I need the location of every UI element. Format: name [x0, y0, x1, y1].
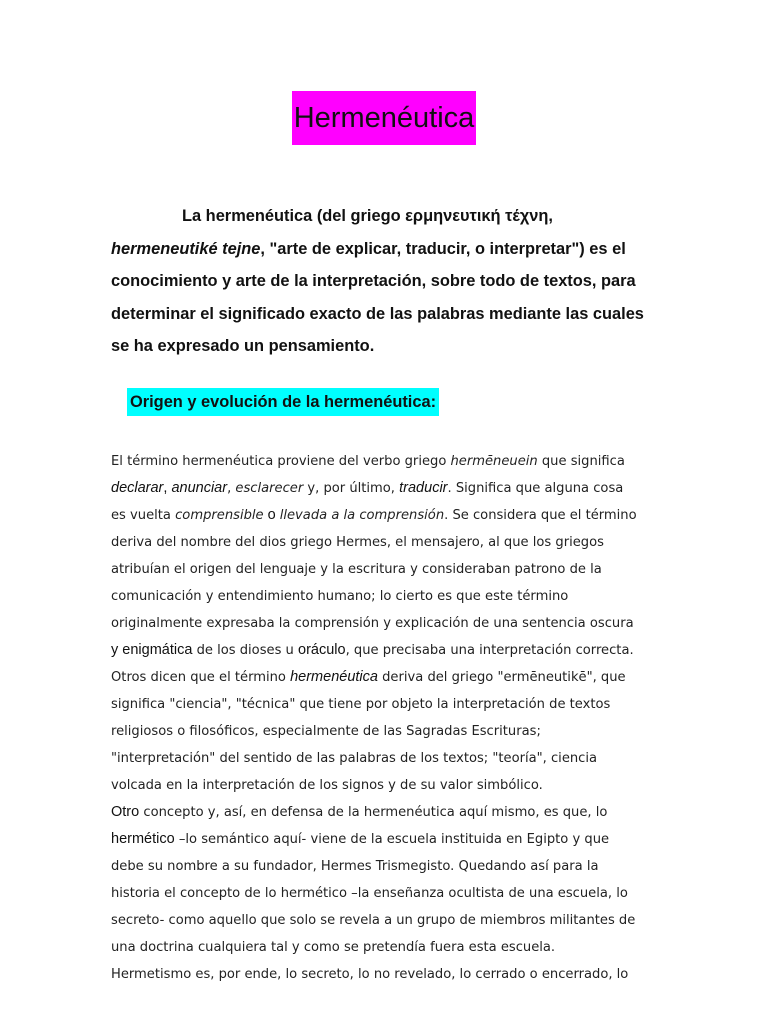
body-text: , que precisaba una interpretación correcta. [345, 643, 634, 658]
body-text: Otro [111, 804, 140, 820]
body-line [111, 826, 671, 853]
body-line: Hermetismo es, por ende, lo secreto, lo no revelado, lo cerrado o encerrado, lo [111, 967, 629, 982]
section-heading: Origen y evolución de la hermenéutica: [127, 388, 439, 416]
body-line: "interpretación" del sentido de las palabras de los textos; "teoría", ciencia [111, 751, 598, 766]
body-italic: declarar [111, 480, 164, 496]
body-line: secreto- como aquello que solo se revela a un grupo de miembros militantes de [111, 913, 636, 928]
body-text: Otros dicen que el término [111, 670, 291, 685]
body-paragraph [111, 448, 671, 988]
body-text: , [227, 481, 236, 496]
body-line: religiosos o filosóficos, especialmente de las Sagradas Escrituras; [111, 724, 541, 739]
body-italic: traducir [399, 480, 448, 496]
body-line [111, 475, 671, 502]
body-text: que significa [537, 454, 625, 469]
intro-paragraph [111, 200, 671, 363]
body-line: significa "ciencia", "técnica" que tiene por objeto la interpretación de textos [111, 697, 611, 712]
body-line: originalmente expresaba la comprensión y explicación de una sentencia oscura [111, 616, 634, 631]
body-text: . Significa que alguna cosa [447, 481, 624, 496]
body-text: de los dioses u [192, 643, 299, 658]
body-line [111, 799, 671, 826]
body-text: oráculo [298, 642, 346, 658]
body-line: deriva del nombre del dios griego Hermes, el mensajero, al que los griegos [111, 535, 604, 550]
title-container [0, 91, 768, 145]
body-line: debe su nombre a su fundador, Hermes Trismegisto. Quedando así para la [111, 859, 599, 874]
body-italic: hermenéutica [290, 669, 378, 685]
intro-text: , "arte de explicar, traducir, o interpretar") es el [260, 239, 626, 258]
body-italic: esclarecer [235, 481, 304, 496]
intro-text: determinar el significado exacto de las palabras mediante las cuales [111, 304, 644, 323]
body-text: y, por último, [303, 481, 400, 496]
body-text: concepto y, así, en defensa de la hermenéutica aquí mismo, es que, lo [139, 805, 608, 820]
body-text: –lo semántico aquí- viene de la escuela instituida en Egipto y que [174, 832, 610, 847]
document-title: Hermenéutica [292, 91, 477, 145]
body-line [111, 502, 671, 529]
body-line: historia el concepto de lo hermético –la enseñanza ocultista de una escuela, lo [111, 886, 628, 901]
body-line [111, 448, 671, 475]
body-text: hermético [111, 831, 175, 847]
body-text: es vuelta [111, 508, 176, 523]
body-line: atribuían el origen del lenguaje y la escritura y consideraban patrono de la [111, 562, 602, 577]
section-heading-container [127, 388, 439, 416]
body-italic: hermēneuein [450, 454, 538, 469]
intro-text: La hermenéutica (del griego ερμηνευτική τέχνη, [182, 207, 553, 225]
intro-italic-term: hermeneutiké tejne [111, 239, 261, 258]
body-line [111, 637, 671, 664]
body-line: volcada en la interpretación de los signos y de su valor simbólico. [111, 778, 543, 793]
body-text: . Se considera que el término [444, 508, 637, 523]
body-italic: anunciar [171, 480, 228, 496]
body-text: , [163, 480, 172, 496]
body-line: una doctrina cualquiera tal y como se pretendía fuera esta escuela. [111, 940, 556, 955]
body-italic: comprensible [175, 508, 264, 523]
body-text: deriva del griego "ermēneutikē", que [377, 670, 626, 685]
body-text: El término hermenéutica proviene del verbo griego [111, 454, 451, 469]
body-text: o [263, 507, 280, 523]
body-line: comunicación y entendimiento humano; lo cierto es que este término [111, 589, 569, 604]
body-italic: llevada a la comprensión [279, 508, 445, 523]
intro-text: conocimiento y arte de la interpretación, sobre todo de textos, para [111, 272, 636, 291]
body-text: y enigmática [111, 642, 193, 658]
body-line [111, 664, 671, 691]
intro-text: se ha expresado un pensamiento. [111, 337, 375, 356]
